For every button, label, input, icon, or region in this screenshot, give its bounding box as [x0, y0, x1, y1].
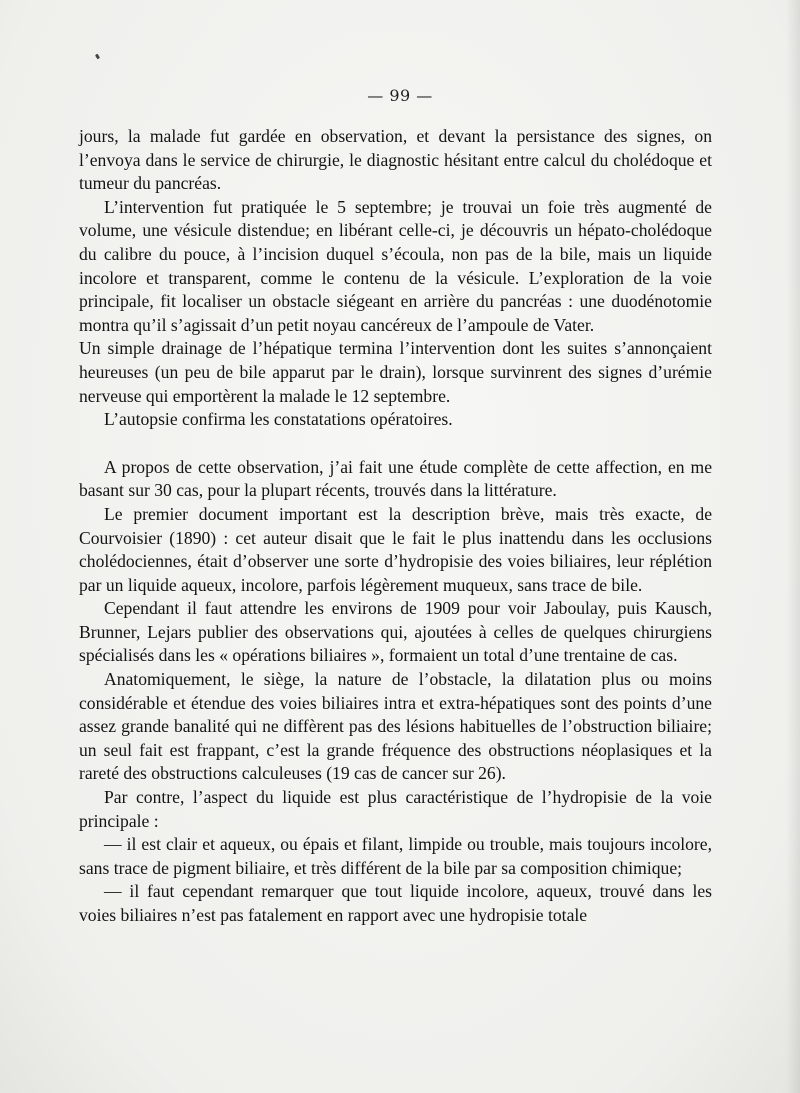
scan-speck — [95, 54, 100, 60]
paragraph-2: L’intervention fut pratiquée le 5 septembre; je trouvai un foie très augmenté de volume, une vésicule distendue; en libérant celle-ci, je découvris un hépato-cholédoque du calibre du pouce, à l’incision duquel s’écoula, non pas de la bile, mais un liquide incolore et transparent, comme le contenu de la vésicule. L’exploration de la voie principale, fit localiser un obstacle siégeant en arrière du pancréas : une duodénotomie montra qu’il s’agissait d’un petit noyau cancéreux de l’ampoule de Vater. — [79, 196, 712, 335]
paragraph-9: Par contre, l’aspect du liquide est plus caractéristique de l’hydropisie de la voie principale : — [79, 787, 712, 831]
paragraph-11: — il faut cependant remarquer que tout liquide incolore, aqueux, trouvé dans les voies biliaires n’est pas fatalement en rapport avec une hydropisie totale — [79, 881, 712, 925]
paragraph-8: Anatomiquement, le siège, la nature de l’obstacle, la dilatation plus ou moins considérable et étendue des voies biliaires intra et extra-hépatiques sont des points d’une assez grande banalité qui ne diffèrent pas des lésions habituelles de l’obstruction biliaire; un seul fait est frappant, c’est la grande fréquence des obstructions néoplasiques et la rareté des obstructions calculeuses (19 cas de cancer sur 26). — [79, 669, 712, 784]
page-edge-shadow — [786, 0, 800, 1093]
paragraph-7: Cependant il faut attendre les environs de 1909 pour voir Jaboulay, puis Kausch, Brunner, Lejars publier des observations qui, ajoutées à celles de quelques chirurgiens spécialisés dans les « opérations biliaires », formaient un total d’une trentaine de cas. — [79, 598, 712, 666]
paragraph-5: A propos de cette observation, j’ai fait une étude complète de cette affection, en me basant sur 30 cas, pour la plupart récents, trouvés dans la littérature. — [79, 456, 712, 501]
page-number: — 99 — — [367, 86, 433, 105]
body-text — [79, 125, 712, 928]
paragraph-10: — il est clair et aqueux, ou épais et filant, limpide ou trouble, mais toujours incolore, sans trace de pigment biliaire, et très différent de la bile par sa composition chimique; — [79, 834, 712, 878]
paragraph-6: Le premier document important est la description brève, mais très exacte, de Courvoisier (1890) : cet auteur disait que le fait le plus inattendu dans les occlusions cholédociennes, était d’observer une sorte d’hydropisie des voies biliaires, leur réplétion par un liquide aqueux, incolore, parfois légèrement muqueux, sans trace de bile. — [79, 503, 712, 595]
paragraph-3: Un simple drainage de l’hépatique termina l’intervention dont les suites s’annonçaient heureuses (un peu de bile apparut par le drain), lorsque survinrent des signes d’urémie nerveuse qui emportèrent la malade le 12 septembre. — [79, 338, 712, 406]
paragraph-1: jours, la malade fut gardée en observation, et devant la persistance des signes, on l’envoya dans le service de chirurgie, le diagnostic hésitant entre calcul du cholédoque et tumeur du pancréas. — [79, 126, 712, 194]
paragraph-4: L’autopsie confirma les constatations opératoires. — [104, 409, 453, 430]
